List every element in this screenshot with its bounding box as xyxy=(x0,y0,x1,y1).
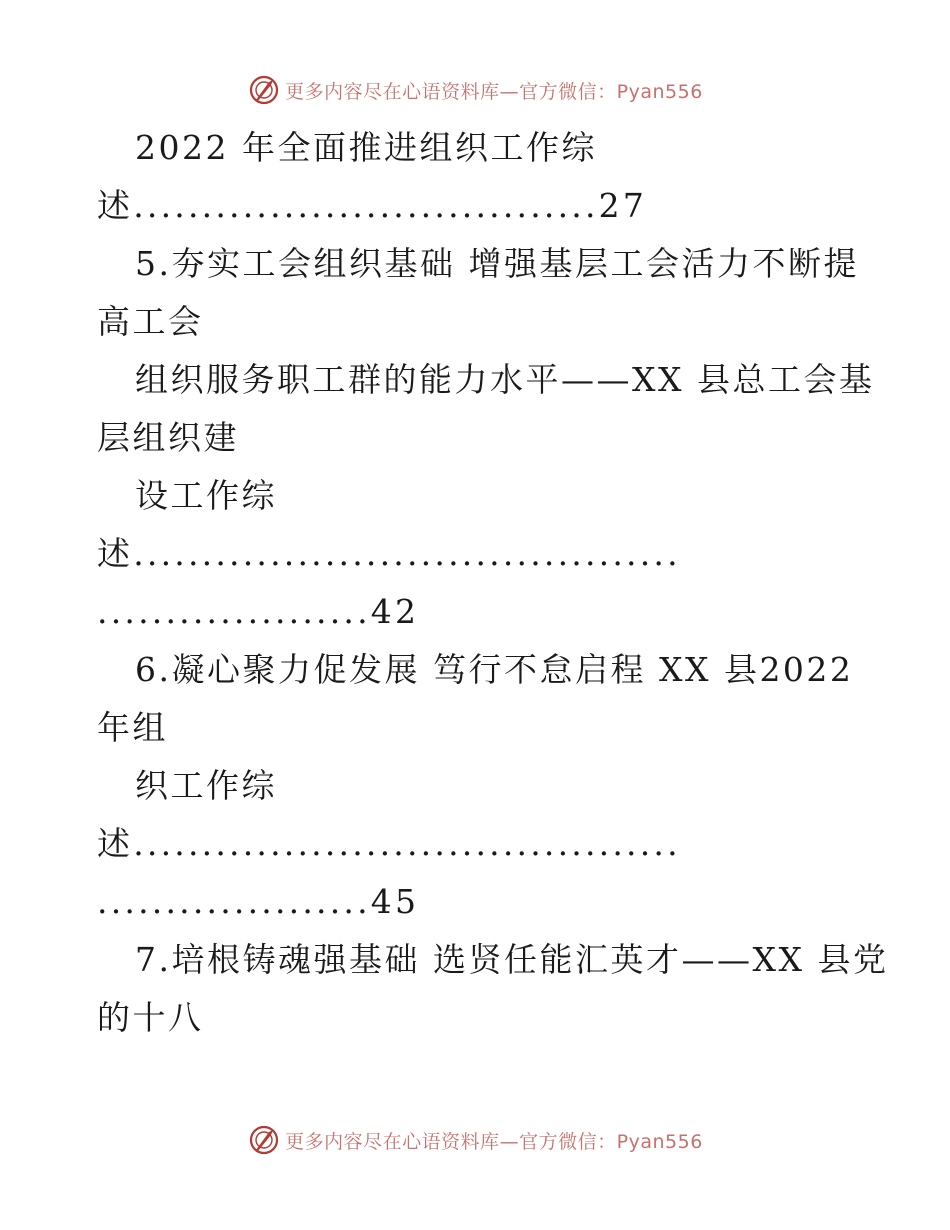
watermark-banner-bottom xyxy=(0,1120,950,1160)
toc-line: 的十八 xyxy=(97,998,204,1037)
toc-line: ....................45 xyxy=(97,882,420,921)
toc-line: 5.夯实工会组织基础 增强基层工会活力不断提 xyxy=(135,244,859,283)
toc-line: 6.凝心聚力促发展 笃行不怠启程 XX 县2022 xyxy=(135,650,854,689)
toc-line: 述..................................27 xyxy=(97,186,648,225)
toc-line: 年组 xyxy=(97,708,168,747)
toc-line: 设工作综 xyxy=(135,476,277,515)
watermark-text: 更多内容尽在心语资料库—官方微信：Pyan556 xyxy=(285,80,703,103)
toc-line: 7.培根铸魂强基础 选贤任能汇英才——XX 县党 xyxy=(135,940,889,979)
toc-line: 述........................................ xyxy=(97,824,681,863)
toc-line: 高工会 xyxy=(97,302,204,341)
toc-line: ....................42 xyxy=(97,592,420,631)
toc-line: 述........................................ xyxy=(97,534,681,573)
toc-line: 织工作综 xyxy=(135,766,277,805)
watermark-banner-top xyxy=(0,70,950,110)
toc-line: 2022 年全面推进组织工作综 xyxy=(135,128,597,167)
toc-line: 组织服务职工群的能力水平——XX 县总工会基 xyxy=(135,360,875,399)
toc-line: 层组织建 xyxy=(97,418,239,457)
quill-logo-icon xyxy=(247,1123,281,1157)
quill-logo-icon xyxy=(247,73,281,107)
watermark-text: 更多内容尽在心语资料库—官方微信：Pyan556 xyxy=(285,1130,703,1153)
